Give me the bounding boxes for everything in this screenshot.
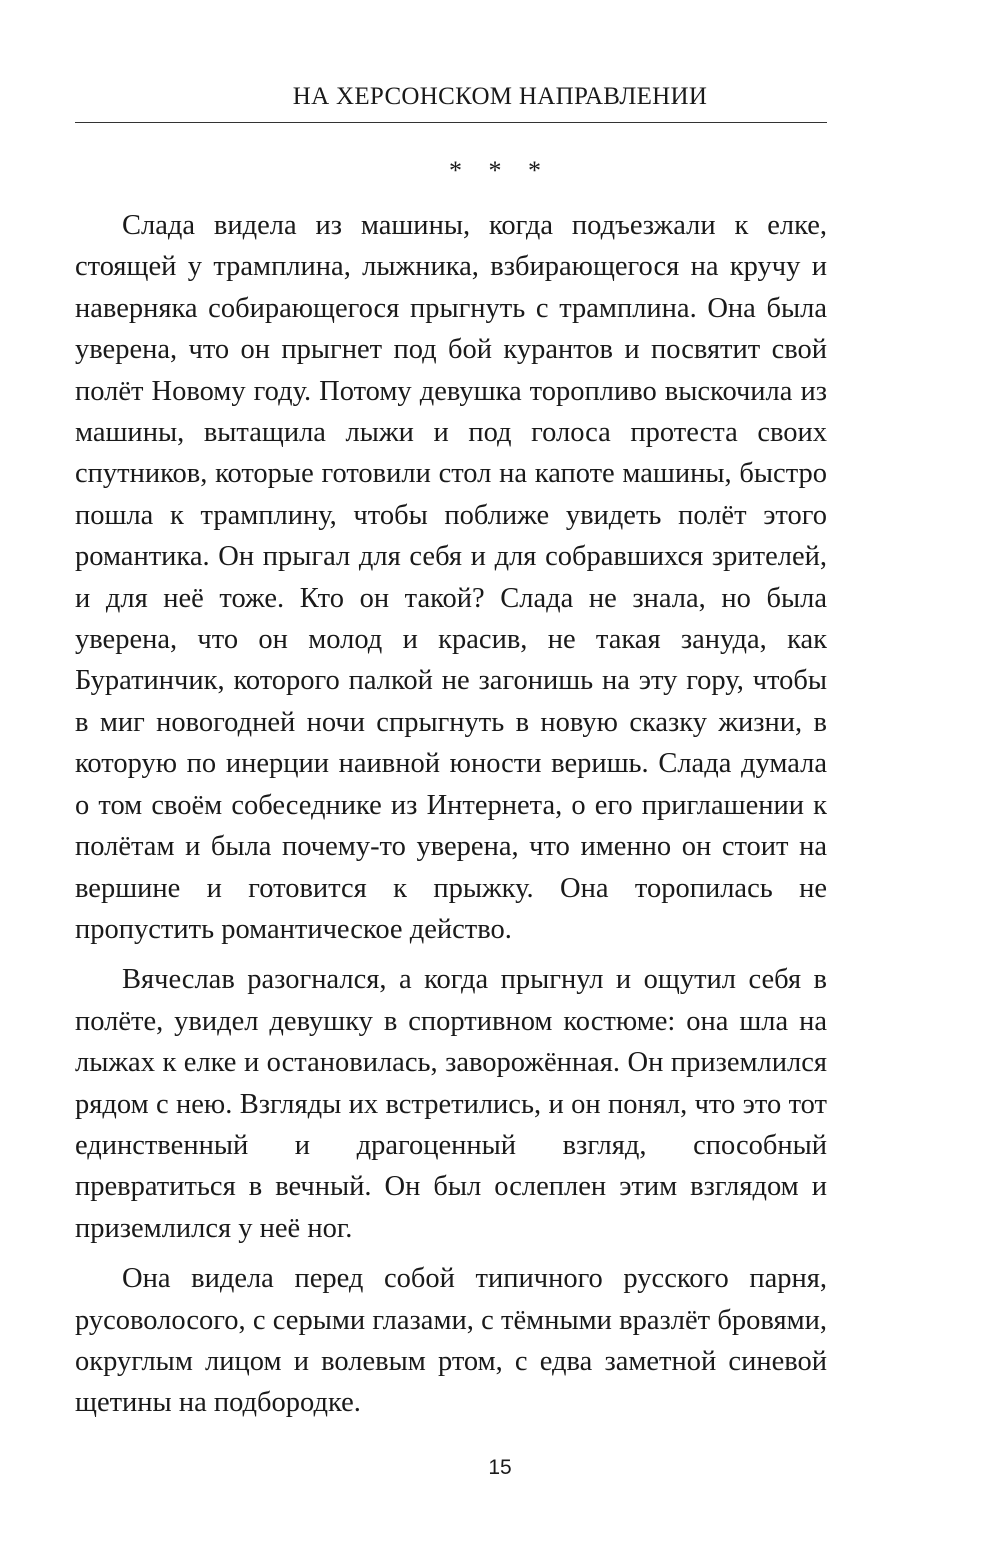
section-break: * * * xyxy=(449,156,551,185)
running-title: НА ХЕРСОНСКОМ НАПРАВЛЕНИИ xyxy=(292,83,708,110)
page-number: 15 xyxy=(488,1456,512,1479)
paragraph-3: Она видела перед собой типичного русского парня, русоволосого, с серыми глазами, с тёмными вразлёт бровями, округлым лицом и волевым ртом, с едва заметной синевой щетины на подбородке. xyxy=(75,1263,827,1419)
paragraph-2: Вячеслав разогнался, а когда прыгнул и ощутил себя в полёте, увидел девушку в спортивном костюме: она шла на лыжах к елке и остановилась, заворожённая. Он приземлился рядом с нею. Взгляды их встретились, и он понял, что это тот единственный и драгоценный взгляд, способный превратиться в вечный. Он был ослеплен этим взглядом и приземлился у неё ног. xyxy=(75,964,827,1244)
body-text xyxy=(75,205,827,1433)
paragraph-1: Слада видела из машины, когда подъезжали к елке, стоящей у трамплина, лыжника, взбирающегося на кручу и наверняка собирающегося прыгнуть с трамплина. Она была уверена, что он прыгнет под бой курантов и посвятит свой полёт Новому году. Потому девушка торопливо выскочила из машины, вытащила лыжи и под голоса протеста своих спутников, которые готовили стол на капоте машины, быстро пошла к трамплину, чтобы поближе увидеть полёт этого романтика. Он прыгал для себя и для собравшихся зрителей, и для неё тоже. Кто он такой? Слада не знала, но была уверена, что он молод и красив, не такая зануда, как Буратинчик, которого палкой не загонишь на эту гору, чтобы в миг новогодней ночи спрыгнуть в новую сказку жизни, в которую по инерции наивной юности веришь. Слада думала о том своём собеседнике из Интернета, о его приглашении к полётам и была почему-то уверена, что именно он стоит на вершине и готовится к прыжку. Она торопилась не пропустить романтическое действо. xyxy=(75,210,827,945)
header-divider xyxy=(75,122,827,123)
